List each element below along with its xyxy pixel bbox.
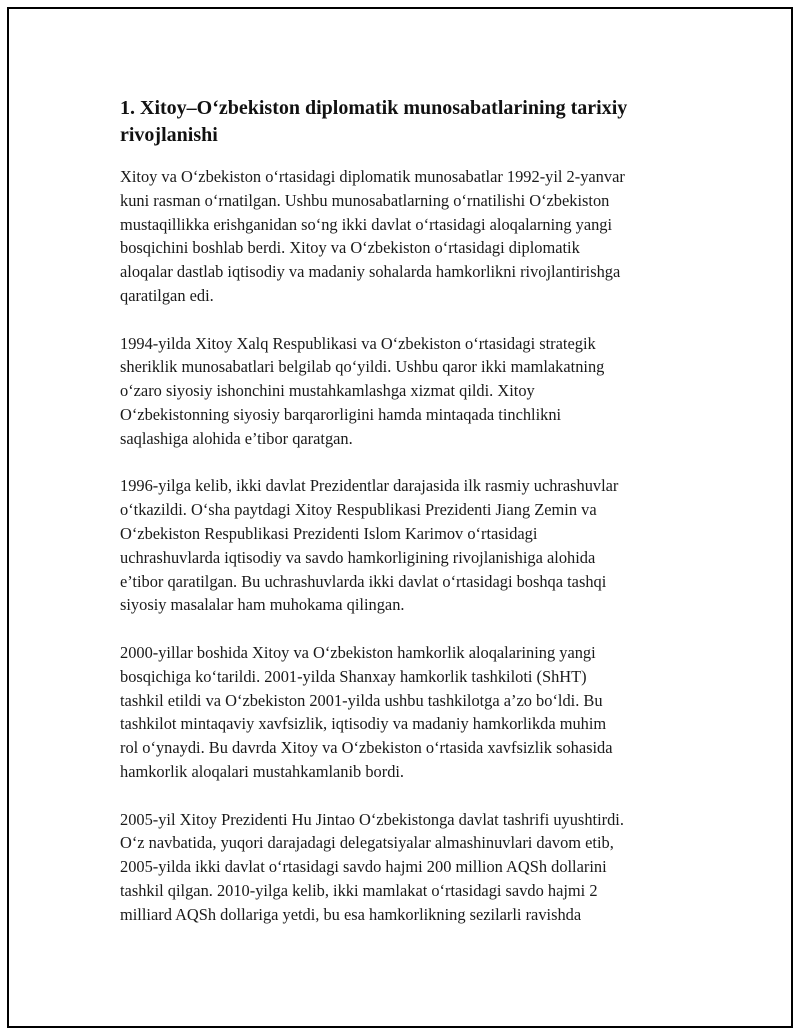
paragraph-line: O‘z navbatida, yuqori darajadagi delegatsiyalar almashinuvlari davom etib, bbox=[120, 833, 614, 853]
paragraph-line: uchrashuvlarda iqtisodiy va savdo hamkorligining rivojlanishiga alohida bbox=[120, 547, 596, 567]
paragraph-line: O‘zbekistonning siyosiy barqarorligini hamda mintaqada tinchlikni bbox=[120, 404, 562, 424]
paragraph-line: bosqichiga ko‘tarildi. 2001-yilda Shanxay hamkorlik tashkiloti (ShHT) bbox=[120, 666, 587, 686]
paragraph-line: bosqichini boshlab berdi. Xitoy va O‘zbekiston o‘rtasidagi diplomatik bbox=[120, 238, 580, 258]
paragraph-line: o‘zaro siyosiy ishonchini mustahkamlashga xizmat qildi. Xitoy bbox=[120, 381, 535, 401]
paragraph-line: mustaqillikka erishganidan so‘ng ikki davlat o‘rtasidagi aloqalarning yangi bbox=[120, 214, 613, 234]
paragraph-line: e’tibor qaratilgan. Bu uchrashuvlarda ikki davlat o‘rtasidagi boshqa tashqi bbox=[120, 571, 607, 591]
paragraph-line: kuni rasman o‘rnatilgan. Ushbu munosabatlarning o‘rnatilishi O‘zbekiston bbox=[120, 190, 610, 210]
paragraph-line: o‘tkazildi. O‘sha paytdagi Xitoy Respublikasi Prezidenti Jiang Zemin va bbox=[120, 500, 597, 520]
paragraph-line: siyosiy masalalar ham muhokama qilingan. bbox=[120, 595, 405, 615]
paragraph-line: saqlashiga alohida e’tibor qaratgan. bbox=[120, 428, 353, 448]
section-heading bbox=[120, 95, 696, 149]
paragraph-line: rol o‘ynaydi. Bu davrda Xitoy va O‘zbekiston o‘rtasida xavfsizlik sohasida bbox=[120, 738, 613, 758]
paragraph-line: milliard AQSh dollariga yetdi, bu esa hamkorlikning sezilarli ravishda bbox=[120, 904, 582, 924]
paragraph-line: 2005-yilda ikki davlat o‘rtasidagi savdo hajmi 200 million AQSh dollarini bbox=[120, 857, 607, 877]
section-heading-line: rivojlanishi bbox=[120, 124, 218, 146]
paragraph-line: tashkilot mintaqaviy xavfsizlik, iqtisodiy va madaniy hamkorlikda muhim bbox=[120, 714, 607, 734]
paragraph-line: hamkorlik aloqalari mustahkamlanib bordi. bbox=[120, 761, 405, 781]
paragraph bbox=[120, 165, 696, 308]
paragraph bbox=[120, 474, 696, 617]
paragraphs-container bbox=[120, 165, 696, 927]
paragraph-line: tashkil qilgan. 2010-yilga kelib, ikki mamlakat o‘rtasidagi savdo hajmi 2 bbox=[120, 880, 598, 900]
paragraph-line: sheriklik munosabatlari belgilab qo‘yildi. Ushbu qaror ikki mamlakatning bbox=[120, 357, 605, 377]
paragraph-line: Xitoy va O‘zbekiston o‘rtasidagi diplomatik munosabatlar 1992-yil 2-yanvar bbox=[120, 167, 625, 186]
paragraph bbox=[120, 332, 696, 451]
document-page bbox=[7, 7, 793, 1028]
paragraph-line: qaratilgan edi. bbox=[120, 285, 214, 305]
section-heading-line: 1. Xitoy–O‘zbekiston diplomatik munosabatlarining tarixiy bbox=[120, 97, 628, 119]
paragraph-line: 2000-yillar boshida Xitoy va O‘zbekiston hamkorlik aloqalarining yangi bbox=[120, 642, 596, 662]
paragraph bbox=[120, 641, 696, 784]
paragraph-line: 1994-yilda Xitoy Xalq Respublikasi va O‘zbekiston o‘rtasidagi strategik bbox=[120, 333, 596, 353]
paragraph-line: 1996-yilga kelib, ikki davlat Prezidentlar darajasida ilk rasmiy uchrashuvlar bbox=[120, 476, 619, 496]
paragraph bbox=[120, 808, 696, 927]
paragraph-line: aloqalar dastlab iqtisodiy va madaniy sohalarda hamkorlikni rivojlantirishga bbox=[120, 262, 621, 282]
paragraph-line: tashkil etildi va O‘zbekiston 2001-yilda ushbu tashkilotga a’zo bo‘ldi. Bu bbox=[120, 690, 603, 710]
paragraph-line: O‘zbekiston Respublikasi Prezidenti Islom Karimov o‘rtasidagi bbox=[120, 523, 538, 543]
paragraph-line: 2005-yil Xitoy Prezidenti Hu Jintao O‘zbekistonga davlat tashrifi uyushtirdi. bbox=[120, 809, 624, 829]
document-content bbox=[120, 95, 696, 950]
